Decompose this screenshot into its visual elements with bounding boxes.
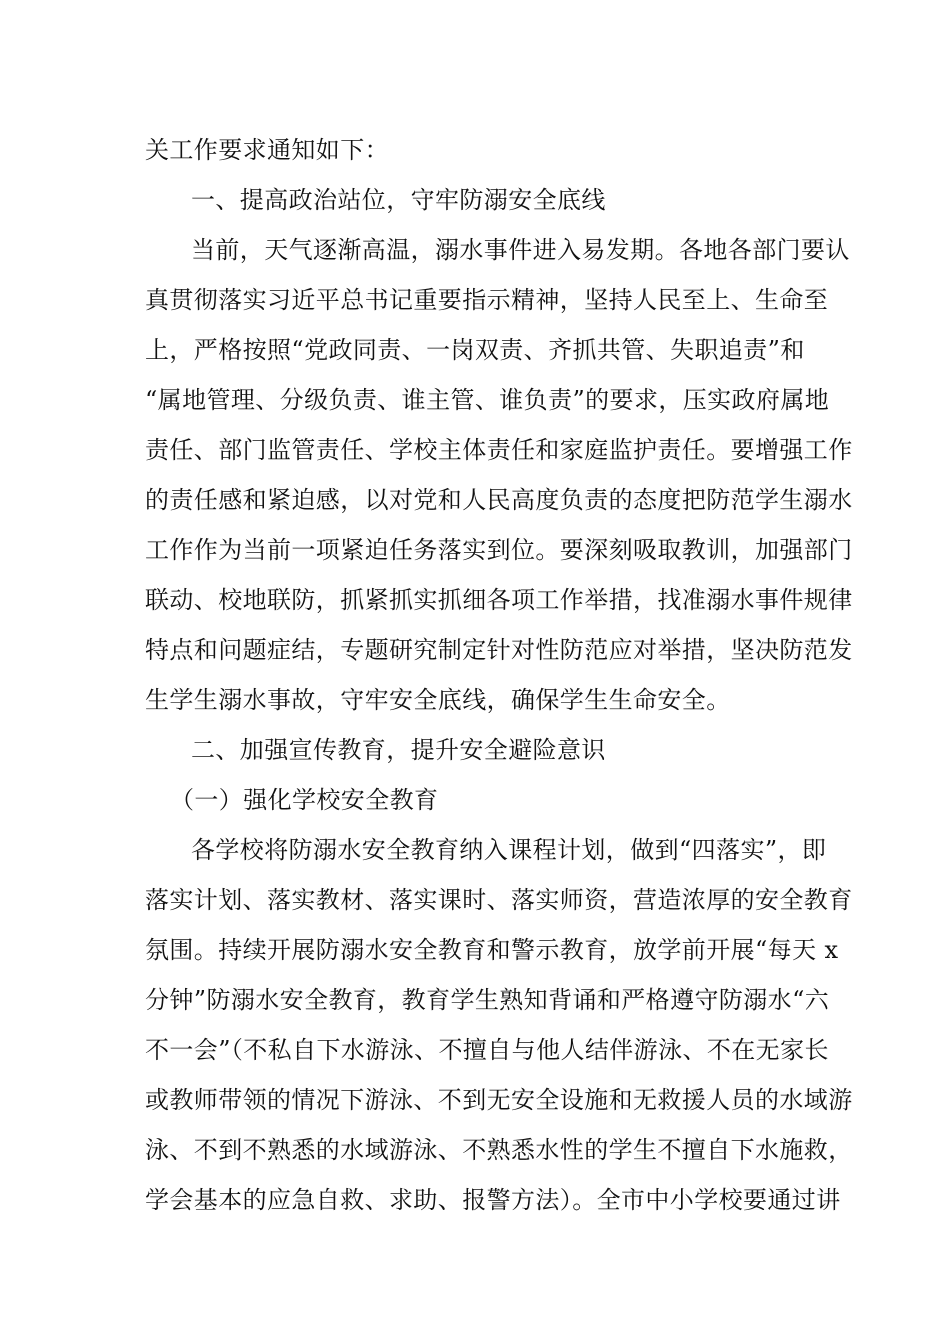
paragraph-line: 各学校将防溺水安全教育纳入课程计划，做到“四落实”，即	[191, 836, 827, 864]
paragraph-line: 氛围。持续开展防溺水安全教育和警示教育，放学前开展“每天 x	[145, 936, 839, 964]
paragraph-line: 工作作为当前一项紧迫任务落实到位。要深刻吸取教训，加强部门	[145, 536, 853, 564]
paragraph-line: 联动、校地联防，抓紧抓实抓细各项工作举措，找准溺水事件规律	[145, 586, 853, 614]
paragraph-line: 不一会”（不私自下水游泳、不擅自与他人结伴游泳、不在无家长	[145, 1036, 829, 1064]
subsection-heading: （一）强化学校安全教育	[170, 786, 439, 814]
paragraph-line: 当前，天气逐渐高温，溺水事件进入易发期。各地各部门要认	[191, 236, 850, 264]
paragraph-line: 落实计划、落实教材、落实课时、落实师资，营造浓厚的安全教育	[145, 886, 853, 914]
paragraph-line: 泳、不到不熟悉的水域游泳、不熟悉水性的学生不擅自下水施救，	[145, 1136, 853, 1164]
paragraph-line: 学会基本的应急自救、求助、报警方法）。全市中小学校要通过讲	[145, 1186, 841, 1214]
paragraph-line: 特点和问题症结，专题研究制定针对性防范应对举措，坚决防范发	[145, 636, 853, 664]
paragraph-line: 的责任感和紧迫感，以对党和人民高度负责的态度把防范学生溺水	[145, 486, 853, 514]
paragraph-line: 真贯彻落实习近平总书记重要指示精神，坚持人民至上、生命至	[145, 286, 829, 314]
paragraph-line: 分钟”防溺水安全教育，教育学生熟知背诵和严格遵守防溺水“六	[145, 986, 830, 1014]
section-heading: 二、加强宣传教育，提升安全避险意识	[191, 736, 606, 764]
text-line: 关工作要求通知如下：	[145, 136, 389, 164]
paragraph-line: 上，严格按照“党政同责、一岗双责、齐抓共管、失职追责”和	[145, 336, 805, 364]
paragraph-line: 或教师带领的情况下游泳、不到无安全设施和无救援人员的水域游	[145, 1086, 853, 1114]
paragraph-line: 责任、部门监管责任、学校主体责任和家庭监护责任。要增强工作	[145, 436, 853, 464]
paragraph-line: 生学生溺水事故，守牢安全底线，确保学生生命安全。	[145, 686, 731, 714]
section-heading: 一、提高政治站位，守牢防溺安全底线	[191, 186, 606, 214]
paragraph-line: “属地管理、分级负责、谁主管、谁负责”的要求，压实政府属地	[145, 386, 830, 414]
